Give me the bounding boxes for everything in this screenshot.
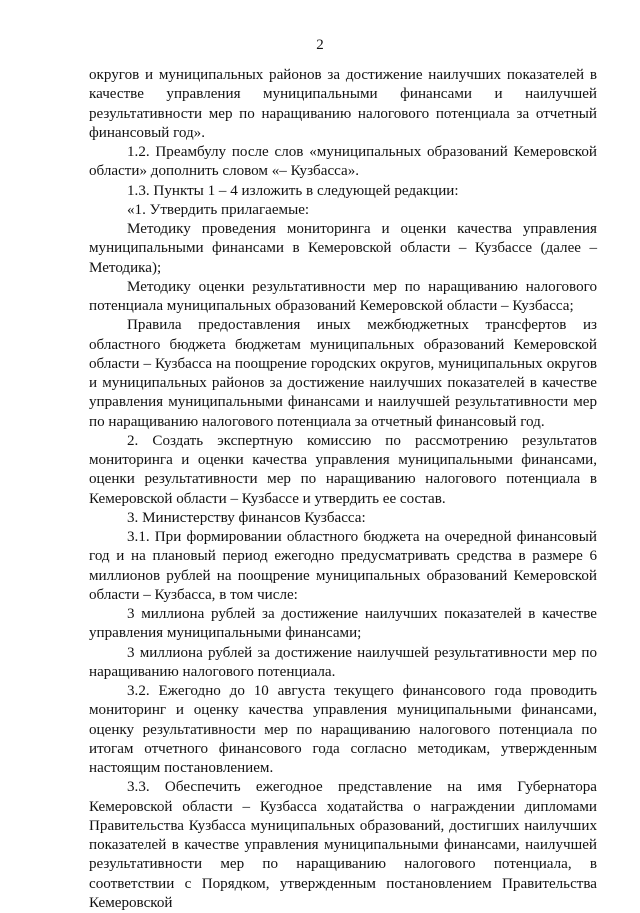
paragraph-1-3: 1.3. Пункты 1 – 4 изложить в следующей редакции: xyxy=(127,182,459,199)
paragraph-approve: «1. Утвердить прилагаемые: xyxy=(127,201,310,218)
paragraph-3-2: 3.2. Ежегодно до 10 августа текущего финансового года проводить мониторинг и оценку качества управления муниципальными финансами, оценку результативности мер по наращиванию налогового потенциала по итогам отчетного финансового года согласно методикам, утвержденным настоящим постановлением. xyxy=(89,683,597,776)
paragraph-3-million-quality: 3 миллиона рублей за достижение наилучших показателей в качестве управления муниципальными финансами; xyxy=(89,606,597,642)
paragraph-3-1: 3.1. При формировании областного бюджета на очередной финансовый год и на плановый период ежегодно предусматривать средства в размере 6 миллионов рублей на поощрение муниципальных образований Кемеровской области – Кузбасса, в том числе: xyxy=(89,529,597,603)
document-body xyxy=(89,66,597,913)
paragraph-continuation: округов и муниципальных районов за достижение наилучших показателей в качестве управления муниципальными финансами и наилучшей результативности мер по наращиванию налогового потенциала за отчетный финансовый год». xyxy=(89,67,597,141)
page-number: 2 xyxy=(316,37,324,53)
paragraph-3-3: 3.3. Обеспечить ежегодное представление на имя Губернатора Кемеровской области – Кузбасса ходатайства о награждении дипломами Правительства Кузбасса муниципальных образований, достигших наилучших показателей в качестве управления муниципальными финансами, наилучшей результативности мер по наращиванию налогового потенциала, в соответствии с Порядком, утвержденным постановлением Правительства Кемеровской xyxy=(89,779,597,911)
paragraph-methodology-tax: Методику оценки результативности мер по наращиванию налогового потенциала муниципальных образований Кемеровской области – Кузбасса; xyxy=(89,278,597,314)
paragraph-2-commission: 2. Создать экспертную комиссию по рассмотрению результатов мониторинга и оценки качества управления муниципальными финансами, оценки результативности мер по наращиванию налогового потенциала в Кемеровской области – Кузбассе и утвердить ее состав. xyxy=(89,432,597,507)
paragraph-1-2: 1.2. Преамбулу после слов «муниципальных образований Кемеровской области» дополнить словом «– Кузбасса». xyxy=(89,144,597,180)
paragraph-3-ministry: 3. Министерству финансов Кузбасса: xyxy=(127,509,366,526)
paragraph-methodology-monitoring: Методику проведения мониторинга и оценки качества управления муниципальными финансами в Кемеровской области – Кузбассе (далее – Методика); xyxy=(89,221,597,276)
paragraph-3-million-tax: 3 миллиона рублей за достижение наилучшей результативности мер по наращиванию налогового потенциала. xyxy=(89,644,597,680)
paragraph-rules-transfers: Правила предоставления иных межбюджетных трансфертов из областного бюджета бюджетам муниципальных образований Кемеровской области – Кузбасса на поощрение городских округов, муниципальных округов и муниципальных районов за достижение наилучших показателей в качестве управления муниципальными финансами и наилучшей результативности мер по наращиванию налогового потенциала за отчетный финансовый год. xyxy=(89,317,597,430)
